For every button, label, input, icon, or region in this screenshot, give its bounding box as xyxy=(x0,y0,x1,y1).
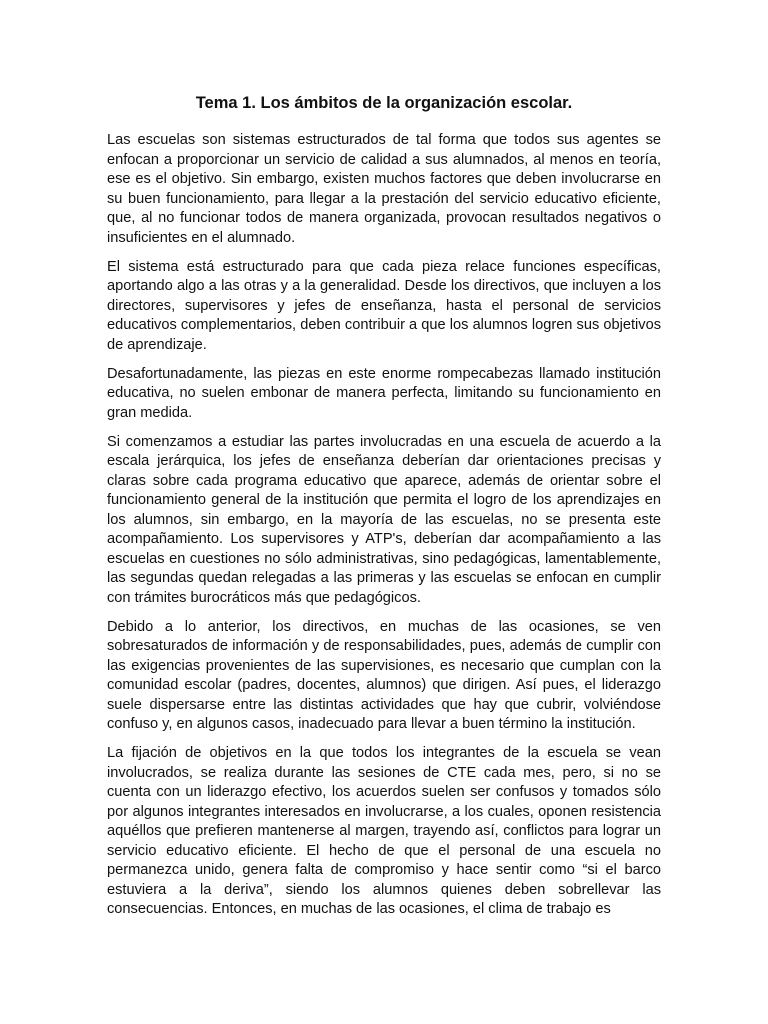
paragraph-5: Debido a lo anterior, los directivos, en muchas de las ocasiones, se ven sobresaturados de información y de responsabilidades, pues, además de cumplir con las exigencias provenientes de las supervisiones, es necesario que cumplan con la comunidad escolar (padres, docentes, alumnos) que dirigen. Así pues, el liderazgo suele dispersarse entre las distintas actividades que hay que cubrir, volviéndose confuso y, en algunos casos, inadecuado para llevar a buen término la institución. xyxy=(107,618,661,732)
paragraph-3: Desafortunadamente, las piezas en este enorme rompecabezas llamado institución educativa, no suelen embonar de manera perfecta, limitando su funcionamiento en gran medida. xyxy=(107,365,661,421)
document-page xyxy=(107,92,661,929)
paragraph-1: Las escuelas son sistemas estructurados de tal forma que todos sus agentes se enfocan a proporcionar un servicio de calidad a sus alumnados, al menos en teoría, ese es el objetivo. Sin embargo, existen muchos factores que deben involucrarse en su buen funcionamiento, para llegar a la prestación del servicio educativo eficiente, que, al no funcionar todos de manera organizada, provocan resultados negativos o insuficientes en el alumnado. xyxy=(107,132,661,246)
paragraph-4: Si comenzamos a estudiar las partes involucradas en una escuela de acuerdo a la escala jerárquica, los jefes de enseñanza deberían dar orientaciones precisas y claras sobre cada programa educativo que aparece, además de orientar sobre el funcionamiento general de la institución que permita el logro de los aprendizajes en los alumnos, sin embargo, en la mayoría de las escuelas, no se presenta este acompañamiento. Los supervisores y ATP's, deberían dar acompañamiento a las escuelas en cuestiones no sólo administrativas, sino pedagógicas, lamentablemente, las segundas quedan relegadas a las primeras y las escuelas se enfocan en cumplir con trámites burocráticos más que pedagógicos. xyxy=(107,433,661,606)
paragraph-2: El sistema está estructurado para que cada pieza relace funciones específicas, aportando algo a las otras y a la generalidad. Desde los directivos, que incluyen a los directores, supervisores y jefes de enseñanza, hasta el personal de servicios educativos complementarios, deben contribuir a que los alumnos logren sus objetivos de aprendizaje. xyxy=(107,258,661,353)
paragraph-6: La fijación de objetivos en la que todos los integrantes de la escuela se vean involucrados, se realiza durante las sesiones de CTE cada mes, pero, si no se cuenta con un liderazgo efectivo, los acuerdos suelen ser confusos y tomados sólo por algunos integrantes interesados en involucrarse, a los cuales, oponen resistencia aquéllos que prefieren mantenerse al margen, trayendo así, conflictos para lograr un servicio educativo eficiente. El hecho de que el personal de una escuela no permanezca unido, genera falta de compromiso y hace sentir como “si el barco estuviera a la deriva”, siendo los alumnos quienes deben sobrellevar las consecuencias. Entonces, en muchas de las ocasiones, el clima de trabajo es xyxy=(107,745,661,917)
document-title: Tema 1. Los ámbitos de la organización escolar. xyxy=(195,94,573,112)
